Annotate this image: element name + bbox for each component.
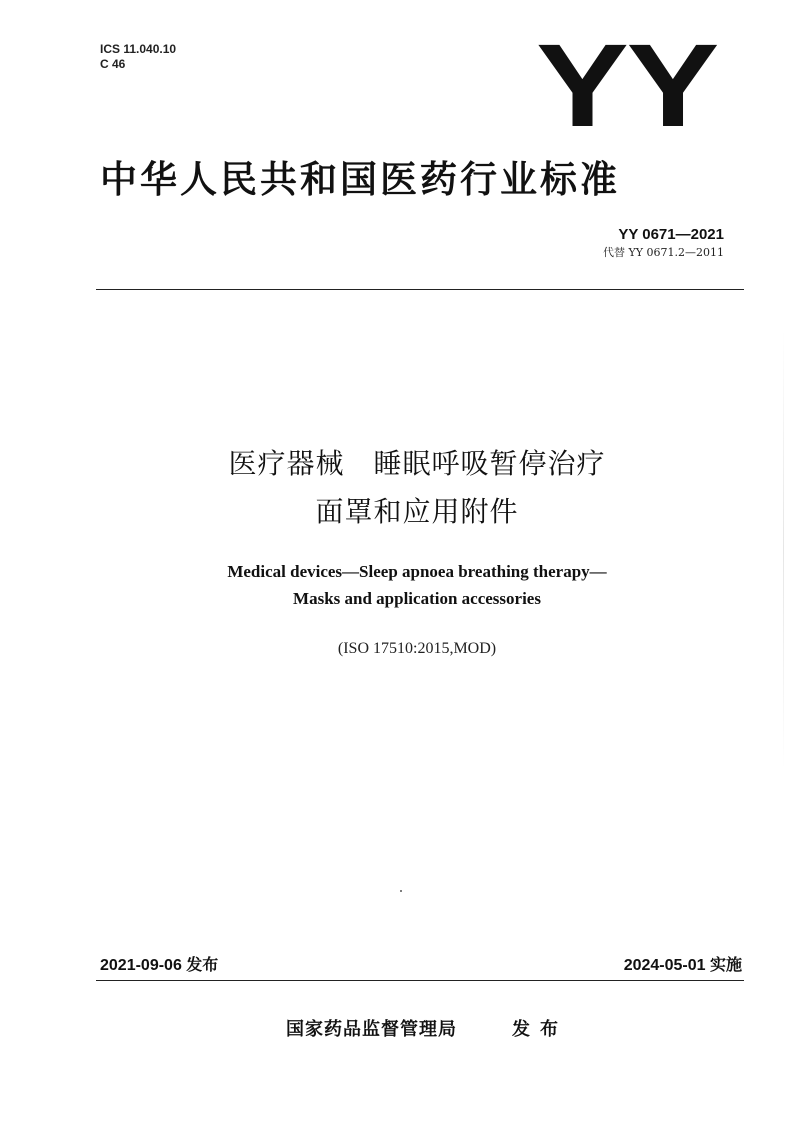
scan-edge-shadow	[783, 330, 784, 770]
implementation-date: 2024-05-01 实施	[623, 957, 742, 974]
standard-category-title: 中华人民共和国医药行业标准	[100, 158, 620, 201]
yy-logo: YY	[536, 20, 718, 152]
standard-number: YY 0671—2021	[618, 226, 724, 243]
replaced-standard: 代替 YY 0671.2—2011	[603, 246, 724, 259]
english-title-line-2: Masks and application accessories	[293, 589, 541, 608]
iso-reference: (ISO 17510:2015,MOD)	[337, 640, 497, 657]
ics-code: ICS 11.040.10	[100, 42, 177, 56]
scan-speck	[400, 890, 402, 892]
publish-label: 发布	[512, 1019, 568, 1040]
issue-date: 2021-09-06 发布	[100, 957, 219, 974]
ccs-code: C 46	[100, 57, 126, 71]
footer-divider	[96, 980, 744, 981]
publisher-name: 国家药品监督管理局	[286, 1019, 457, 1040]
english-title-line-1: Medical devices—Sleep apnoea breathing therapy—	[227, 562, 607, 581]
classification-block	[100, 42, 176, 72]
chinese-title-line-2: 面罩和应用附件	[315, 495, 519, 528]
chinese-title-line-1: 医疗器械 睡眠呼吸暂停治疗	[228, 447, 606, 480]
header-divider	[96, 289, 744, 290]
